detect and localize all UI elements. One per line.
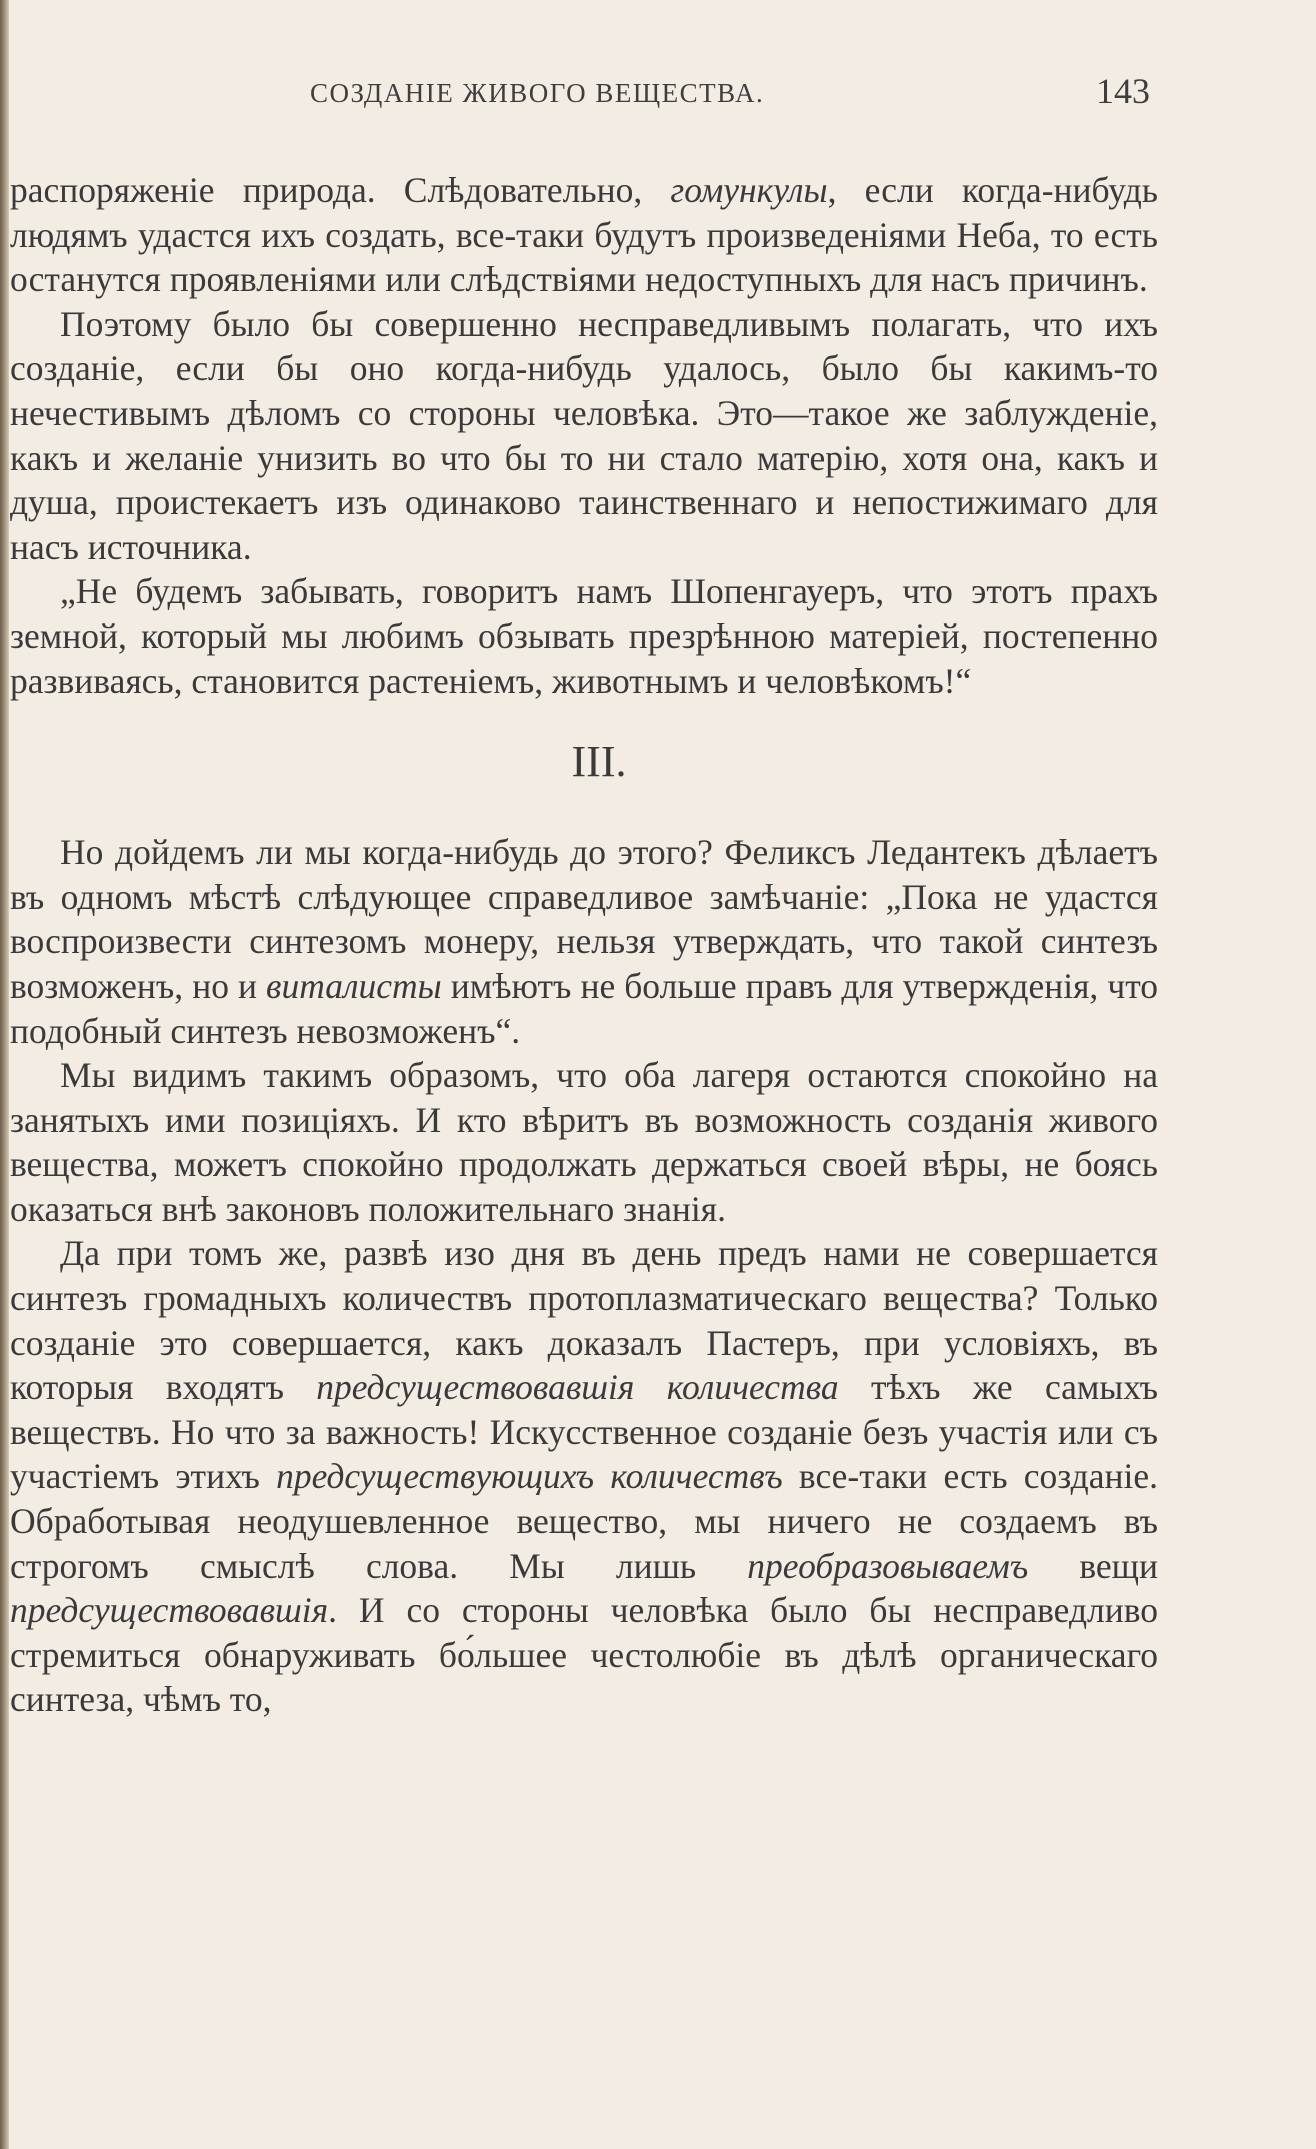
paragraphs-after-section (10, 830, 1158, 1722)
page-number: 143 (1096, 71, 1150, 111)
paragraph (10, 569, 1158, 703)
text-segment: вещи (1028, 1545, 1158, 1586)
paragraph (10, 1053, 1158, 1231)
text-segment: все-таки есть созданіе. Обработывая неодушевленное вещество, мы ничего не создаемъ въ строгомъ смыслѣ слова. Мы лишь (10, 1456, 1158, 1586)
paragraph (10, 168, 1158, 302)
italic-text: предсуществовавшія (10, 1590, 329, 1631)
section-numeral: III. (571, 737, 627, 787)
text-segment: . И со стороны человѣка было бы несправедливо стремиться обнаруживать бо́льшее честолюбіе въ дѣлѣ органическаго синтеза, чѣмъ то, (10, 1590, 1158, 1720)
italic-text: виталисты (266, 965, 442, 1006)
paragraph (10, 302, 1158, 570)
running-head: СОЗДАНІЕ ЖИВОГО ВЕЩЕСТВА. (310, 78, 765, 108)
text-segment: тѣхъ же самыхъ веществъ. Но что за важность! Искусственное созданіе безъ участія или съ участіемъ этихъ (10, 1367, 1158, 1497)
paragraphs-before-section (10, 168, 1158, 703)
text-segment: имѣютъ не больше правъ для утвержденія, что подобный синтезъ невозможенъ“. (10, 965, 1158, 1051)
italic-text: предсуществовавшія количества (316, 1367, 839, 1408)
text-segment: „Не будемъ забывать, говоритъ намъ Шопенгауеръ, что этотъ прахъ земной, который мы любимъ обзывать презрѣнною матеріей, постепенно развиваясь, становится растеніемъ, животнымъ и человѣкомъ!“ (10, 571, 1158, 701)
italic-text: преобразовываемъ (747, 1545, 1029, 1586)
text-segment: , если когда-нибудь людямъ удастся ихъ создать, все-таки будутъ произведеніями Неба, то есть останутся проявленіями или слѣдствіями недоступныхъ для насъ причинъ. (10, 170, 1158, 300)
text-segment: Мы видимъ такимъ образомъ, что оба лагеря остаются спокойно на занятыхъ ими позиціяхъ. И кто вѣритъ въ возможность созданія живого вещества, можетъ спокойно продолжать держаться своей вѣры, не боясь оказаться внѣ законовъ положительнаго знанія. (10, 1055, 1158, 1229)
text-segment: Но дойдемъ ли мы когда-нибудь до этого? Феликсъ Ледантекъ дѣлаетъ въ одномъ мѣстѣ слѣдующее справедливое замѣчаніе: „Пока не удастся воспроизвести синтезомъ монеру, нельзя утверждать, что такой синтезъ возможенъ, но и (10, 832, 1158, 1006)
text-segment: Поэтому было бы совершенно несправедливымъ полагать, что ихъ созданіе, если бы оно когда-нибудь удалось, было бы какимъ-то нечестивымъ дѣломъ со стороны человѣка. Это—такое же заблужденіе, какъ и желаніе унизить во что бы то ни стало матерію, хотя она, какъ и душа, проистекаетъ изъ одинаково таинственнаго и непостижимаго для насъ источника. (10, 303, 1158, 567)
text-segment: распоряженіе природа. Слѣдовательно, (10, 170, 671, 210)
page-header (80, 70, 1150, 120)
paragraph (10, 1231, 1158, 1722)
body-text (10, 168, 1158, 1722)
paragraph (10, 830, 1158, 1053)
text-segment: Да при томъ же, развѣ изо дня въ день предъ нами не совершается синтезъ громадныхъ количествъ протоплазматическаго вещества? Только созданіе это совершается, какъ доказалъ Пастеръ, при условіяхъ, въ которыя входятъ (10, 1233, 1158, 1408)
italic-text: гомункулы (670, 170, 828, 210)
italic-text: предсуществующихъ количествъ (276, 1456, 783, 1497)
